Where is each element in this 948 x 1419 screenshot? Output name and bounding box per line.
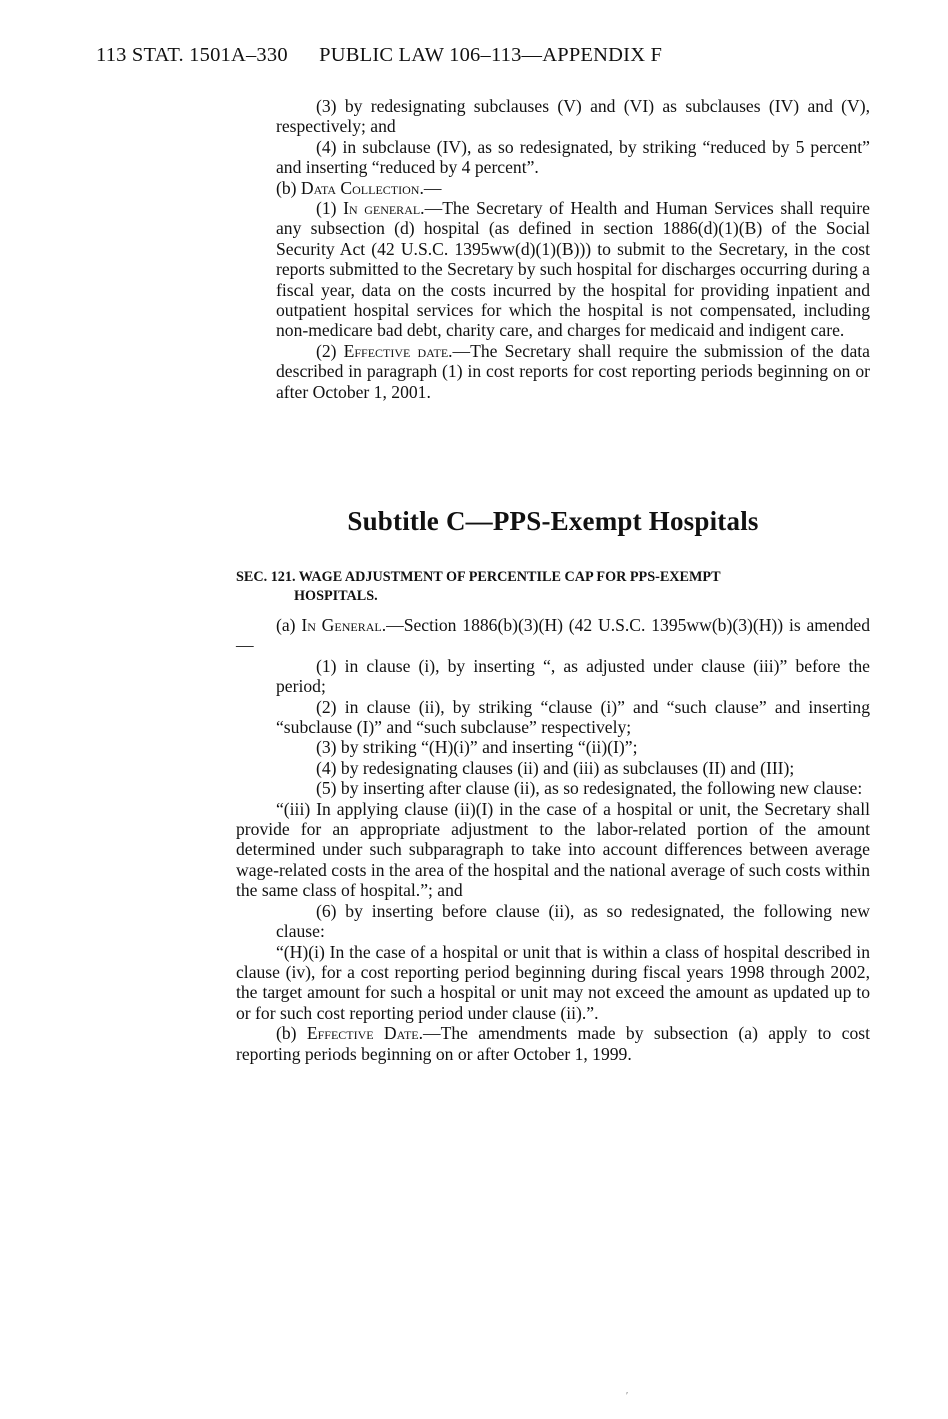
paragraph-b2-label: (2) [316, 340, 337, 361]
paragraph-b1-heading: In general.— [343, 198, 443, 219]
statute-citation: 113 STAT. 1501A–330 [96, 44, 288, 66]
section-121-heading [236, 568, 870, 606]
paragraph-b1-label: (1) [316, 198, 337, 219]
amendment-item-2: (2) in clause (ii), by striking “clause (i)” and “such clause” and inserting “subclause (I)” and “such subclause” respectively; [276, 696, 870, 738]
page-header [96, 44, 662, 67]
subsection-a-heading: In General.— [301, 615, 404, 635]
section-121-heading-line2: HOSPITALS. [294, 588, 378, 604]
subsection-a-text: Section 1886(b)(3)(H) (42 U.S.C. 1395ww(b)(3)(H)) is amended— [236, 615, 870, 656]
paragraph-4: (4) in subclause (IV), as so redesignated, by striking “reduced by 5 percent” and inserting “reduced by 4 percent”. [276, 136, 870, 178]
amendment-item-5: (5) by inserting after clause (ii), as so redesignated, the following new clause: [316, 778, 863, 799]
subsection-b-heading [236, 178, 870, 198]
paragraph-b1-text: The Secretary of Health and Human Services shall require any subsection (d) hospital (as defined in section 1886(d)(1)(B) of the Social Security Act (42 U.S.C. 1395ww(d)(1)(B))) to submit to the Secretary, in the cost reports submitted to the Secretary by such hospital for discharges occurring during a fiscal year, data on the costs incurred by the hospital for providing inpatient and outpatient hospital services for which the hospital is not compensated, including non-medicare bad debt, charity care, and charges for medicaid and indigent care. [276, 198, 870, 341]
amendment-item-1: (1) in clause (i), by inserting “, as adjusted under clause (iii)” before the period; [276, 655, 870, 697]
subsection-b-effective-heading: Effective Date.— [306, 1023, 441, 1044]
paragraph-b2 [236, 341, 870, 402]
subsection-b-effective-text: The amendments made by subsection (a) apply to cost reporting periods beginning on or after October 1, 1999. [236, 1023, 871, 1064]
subsection-b-label: (b) [276, 177, 297, 198]
subsection-b-title: Data Collection.— [300, 177, 442, 198]
quoted-clause-h-i: “(H)(i) In the case of a hospital or unit that is within a class of hospital described in clause (iv), for a cost reporting period beginning during fiscal years 1998 through 2002, the target amount for such a hospital or unit may not exceed the amount as updated up to or for such cost reporting period under clause (ii).”. [236, 941, 870, 1023]
paragraph-b1 [236, 198, 870, 341]
amendment-item-6: (6) by inserting before clause (ii), as so redesignated, the following new clause: [276, 900, 870, 942]
quoted-clause-iii: “(iii) In applying clause (ii)(I) in the case of a hospital or unit, the Secretary shall provide for an appropriate adjustment to the labor-related portion of the amount determined under such subparagraph to take into account differences between average wage-related costs in the area of the hospital and the national average of such costs within the same class of hospital.”; and [236, 798, 870, 901]
amendment-item-4: (4) by redesignating clauses (ii) and (iii) as subclauses (II) and (III); [316, 757, 795, 778]
subsection-b-effective-label: (b) [276, 1023, 297, 1044]
scan-speck: ʹ [626, 1391, 629, 1402]
subtitle-heading: Subtitle C—PPS-Exempt Hospitals [347, 506, 759, 536]
amendment-item-3: (3) by striking “(H)(i)” and inserting “(ii)(I)”; [316, 737, 638, 758]
section-121-body [236, 615, 870, 1064]
subsection-a [236, 615, 870, 656]
subsection-b-effective-date [236, 1023, 870, 1064]
paragraph-3: (3) by redesignating subclauses (V) and (VI) as subclauses (IV) and (V), respectively; and [276, 96, 870, 137]
section-continuation [236, 96, 870, 402]
subsection-a-label: (a) [276, 615, 296, 635]
paragraph-b2-heading: Effective date.— [343, 340, 471, 361]
public-law-title: PUBLIC LAW 106–113—APPENDIX F [319, 44, 663, 66]
paragraph-b2-text: The Secretary shall require the submission of the data described in paragraph (1) in cost reports for cost reporting periods beginning on or after October 1, 2001. [276, 340, 870, 402]
section-121-heading-line1: SEC. 121. WAGE ADJUSTMENT OF PERCENTILE CAP FOR PPS-EXEMPT [236, 569, 721, 585]
